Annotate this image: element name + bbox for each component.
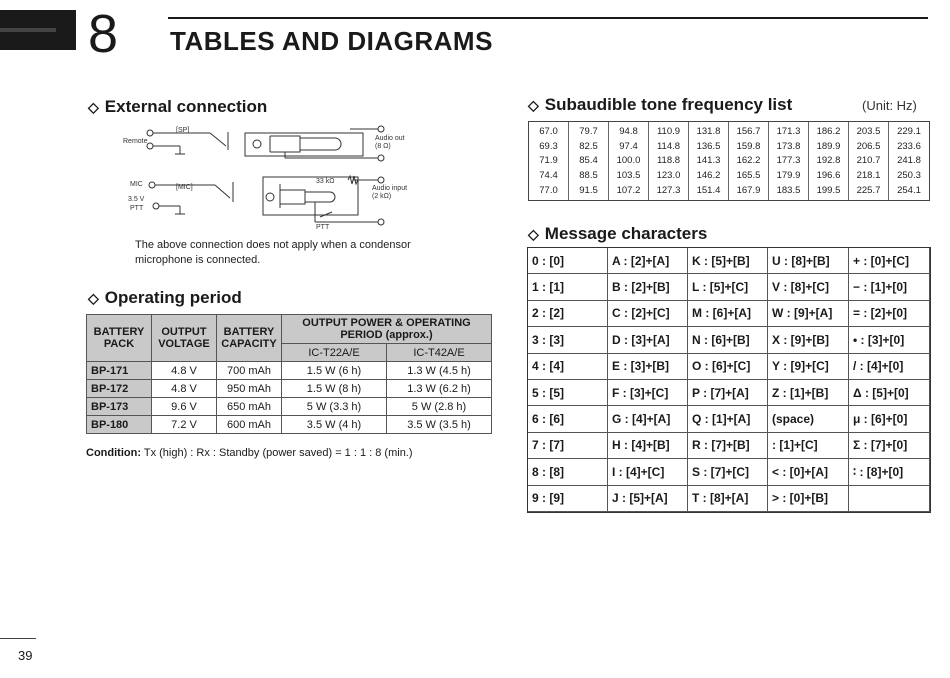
- tone-frequency-table: [528, 121, 930, 201]
- tone-column: [809, 122, 849, 200]
- tone-value: 107.2: [616, 185, 641, 197]
- audio-out-label: Audio out: [375, 135, 405, 142]
- tone-value: 91.5: [579, 185, 598, 197]
- tone-value: 241.8: [897, 155, 921, 167]
- message-char-cell: 2 : [2]: [528, 301, 608, 327]
- tone-value: 71.9: [539, 155, 558, 167]
- t42-cell: 3.5 W (3.5 h): [387, 416, 492, 434]
- capacity-cell: 600 mAh: [217, 416, 282, 434]
- message-characters-table: [527, 247, 931, 513]
- tone-value: 82.5: [579, 140, 598, 152]
- tone-value: 159.8: [736, 140, 761, 152]
- message-char-cell: R : [7]+[B]: [688, 433, 768, 459]
- t42-cell: 1.3 W (6.2 h): [387, 380, 492, 398]
- speaker-connection-diagram: [120, 124, 420, 174]
- capacity-cell: 950 mAh: [217, 380, 282, 398]
- ptt-switch-label: PTT: [316, 224, 330, 231]
- operating-period-heading: ◇ Operating period: [88, 288, 242, 307]
- t22-cell: 1.5 W (8 h): [282, 380, 387, 398]
- tone-column: [689, 122, 729, 200]
- message-char-cell: + : [0]+[C]: [849, 248, 930, 274]
- message-char-cell: < : [0]+[A]: [768, 459, 849, 485]
- col-ic-t42: IC-T42A/E: [387, 344, 492, 362]
- connection-note: The above connection does not apply when a condensor microphone is connected.: [135, 239, 411, 266]
- tone-column: [889, 122, 929, 200]
- voltage-cell: 4.8 V: [152, 362, 217, 380]
- table-row: [87, 416, 492, 434]
- message-char-cell: M : [6]+[A]: [688, 301, 768, 327]
- tone-value: 118.8: [656, 155, 681, 167]
- message-char-cell: Z : [1]+[B]: [768, 380, 849, 406]
- tone-value: 77.0: [539, 185, 558, 197]
- tone-value: 165.5: [736, 170, 761, 182]
- diamond-icon: ◇: [88, 290, 99, 306]
- tone-value: 156.7: [736, 125, 761, 137]
- message-char-cell: 4 : [4]: [528, 354, 608, 380]
- voltage-label: 3.5 V: [128, 196, 145, 203]
- message-char-cell: U : [8]+[B]: [768, 248, 849, 274]
- message-char-cell: F : [3]+[C]: [608, 380, 688, 406]
- col-output-voltage: OUTPUT VOLTAGE: [152, 315, 217, 362]
- tone-value: 67.0: [539, 125, 558, 137]
- message-char-cell: X : [9]+[B]: [768, 327, 849, 353]
- chapter-title: TABLES AND DIAGRAMS: [170, 26, 493, 56]
- message-char-cell: Q : [1]+[A]: [688, 406, 768, 432]
- message-char-cell: V : [8]+[C]: [768, 274, 849, 300]
- col-battery-pack: BATTERY PACK: [87, 315, 152, 362]
- tone-value: 225.7: [856, 185, 881, 197]
- message-char-cell: μ : [6]+[0]: [849, 406, 930, 432]
- message-char-cell: 7 : [7]: [528, 433, 608, 459]
- message-char-cell: T : [8]+[A]: [688, 486, 768, 512]
- col-output-power: OUTPUT POWER & OPERATING PERIOD (approx.): [282, 315, 492, 344]
- tone-value: 203.5: [856, 125, 881, 137]
- battery-pack-cell: BP-171: [87, 362, 152, 380]
- table-row: [87, 398, 492, 416]
- tone-value: 136.5: [696, 140, 721, 152]
- diamond-icon: ◇: [528, 226, 539, 242]
- tone-value: 218.1: [856, 170, 881, 182]
- tone-value: 123.0: [656, 170, 681, 182]
- table-row: [87, 362, 492, 380]
- message-char-cell: H : [4]+[B]: [608, 433, 688, 459]
- message-characters-heading: ◇ Message characters: [528, 224, 708, 243]
- tone-value: 85.4: [579, 155, 598, 167]
- col-ic-t22: IC-T22A/E: [282, 344, 387, 362]
- t42-cell: 5 W (2.8 h): [387, 398, 492, 416]
- tone-value: 189.9: [816, 140, 841, 152]
- tone-value: 151.4: [696, 185, 721, 197]
- mic-connection-diagram: [120, 172, 420, 232]
- audio-out-impedance: (8 Ω): [375, 143, 391, 150]
- tone-value: 110.9: [656, 125, 681, 137]
- capacity-cell: 700 mAh: [217, 362, 282, 380]
- tone-value: 186.2: [816, 125, 841, 137]
- message-char-cell: S : [7]+[C]: [688, 459, 768, 485]
- message-char-cell: 3 : [3]: [528, 327, 608, 353]
- message-char-cell: W : [9]+[A]: [768, 301, 849, 327]
- message-char-cell: ∶ : [8]+[0]: [849, 459, 930, 485]
- message-char-cell: 5 : [5]: [528, 380, 608, 406]
- message-char-cell: J : [5]+[A]: [608, 486, 688, 512]
- message-char-cell: 1 : [1]: [528, 274, 608, 300]
- subaudible-heading: ◇ Subaudible tone frequency list: [528, 95, 793, 114]
- tone-column: [569, 122, 609, 200]
- tone-value: 250.3: [897, 170, 921, 182]
- table-row: [87, 380, 492, 398]
- tone-value: 131.8: [696, 125, 721, 137]
- tone-column: [609, 122, 649, 200]
- message-char-cell: P : [7]+[A]: [688, 380, 768, 406]
- message-char-cell: 9 : [9]: [528, 486, 608, 512]
- tone-value: 94.8: [619, 125, 638, 137]
- tone-column: [849, 122, 889, 200]
- message-char-cell: Δ : [5]+[0]: [849, 380, 930, 406]
- message-char-cell: G : [4]+[A]: [608, 406, 688, 432]
- message-char-cell: E : [3]+[B]: [608, 354, 688, 380]
- message-char-cell: > : [0]+[B]: [768, 486, 849, 512]
- tone-column: [769, 122, 809, 200]
- diamond-icon: ◇: [528, 97, 539, 113]
- tone-value: 179.9: [776, 170, 801, 182]
- tone-value: 199.5: [816, 185, 841, 197]
- audio-input-label: Audio input: [372, 185, 408, 192]
- ptt-left-label: PTT: [130, 205, 144, 212]
- tone-value: 114.8: [656, 140, 681, 152]
- message-char-cell: • : [3]+[0]: [849, 327, 930, 353]
- mic-box-label: [MIC]: [176, 184, 193, 191]
- capacity-cell: 650 mAh: [217, 398, 282, 416]
- message-char-cell: N : [6]+[B]: [688, 327, 768, 353]
- tone-column: [729, 122, 769, 200]
- tone-value: 141.3: [696, 155, 721, 167]
- voltage-cell: 7.2 V: [152, 416, 217, 434]
- tone-value: 100.0: [616, 155, 641, 167]
- tone-column: [529, 122, 569, 200]
- tone-value: 196.6: [816, 170, 841, 182]
- mic-label: MIC: [130, 181, 143, 188]
- tone-value: 254.1: [897, 185, 921, 197]
- message-char-cell: : [1]+[C]: [768, 433, 849, 459]
- remote-label: Remote: [123, 138, 148, 145]
- message-char-cell: − : [1]+[0]: [849, 274, 930, 300]
- footer-rule: [0, 638, 36, 639]
- message-char-cell: Y : [9]+[C]: [768, 354, 849, 380]
- voltage-cell: 4.8 V: [152, 380, 217, 398]
- operating-period-table: [86, 314, 492, 434]
- message-char-cell: (space): [768, 406, 849, 432]
- tone-value: 79.7: [579, 125, 598, 137]
- tone-value: 162.2: [736, 155, 761, 167]
- tone-value: 173.8: [776, 140, 801, 152]
- tone-value: 127.3: [656, 185, 681, 197]
- tone-value: 103.5: [616, 170, 641, 182]
- t42-cell: 1.3 W (4.5 h): [387, 362, 492, 380]
- tone-value: 206.5: [856, 140, 881, 152]
- tone-value: 183.5: [776, 185, 801, 197]
- tone-value: 233.6: [897, 140, 921, 152]
- message-char-cell: Σ : [7]+[0]: [849, 433, 930, 459]
- chapter-number: 8: [88, 4, 119, 64]
- message-char-cell: C : [2]+[C]: [608, 301, 688, 327]
- message-char-cell: 0 : [0]: [528, 248, 608, 274]
- battery-pack-cell: BP-172: [87, 380, 152, 398]
- t22-cell: 3.5 W (4 h): [282, 416, 387, 434]
- message-char-cell: 6 : [6]: [528, 406, 608, 432]
- message-char-cell: I : [4]+[C]: [608, 459, 688, 485]
- tone-value: 210.7: [856, 155, 881, 167]
- page-number: 39: [18, 648, 33, 663]
- tone-value: 146.2: [696, 170, 721, 182]
- voltage-cell: 9.6 V: [152, 398, 217, 416]
- unit-label: (Unit: Hz): [862, 98, 917, 113]
- tone-value: 97.4: [619, 140, 638, 152]
- message-char-cell: A : [2]+[A]: [608, 248, 688, 274]
- external-connection-heading: ◇ External connection: [88, 97, 268, 116]
- tone-value: 74.4: [539, 170, 558, 182]
- tone-value: 192.8: [816, 155, 841, 167]
- header-rule: [168, 17, 928, 19]
- t22-cell: 5 W (3.3 h): [282, 398, 387, 416]
- battery-pack-cell: BP-173: [87, 398, 152, 416]
- message-char-cell: O : [6]+[C]: [688, 354, 768, 380]
- message-char-cell: B : [2]+[B]: [608, 274, 688, 300]
- tone-value: 229.1: [897, 125, 921, 137]
- tone-value: 69.3: [539, 140, 558, 152]
- message-char-cell: L : [5]+[C]: [688, 274, 768, 300]
- tone-column: [649, 122, 689, 200]
- message-char-cell: = : [2]+[0]: [849, 301, 930, 327]
- diamond-icon: ◇: [88, 99, 99, 115]
- t22-cell: 1.5 W (6 h): [282, 362, 387, 380]
- tone-value: 167.9: [736, 185, 761, 197]
- message-char-cell: K : [5]+[B]: [688, 248, 768, 274]
- battery-pack-cell: BP-180: [87, 416, 152, 434]
- col-battery-capacity: BATTERY CAPACITY: [217, 315, 282, 362]
- condition-text: Condition: Tx (high) : Rx : Standby (power saved) = 1 : 1 : 8 (min.): [86, 447, 413, 459]
- tone-value: 88.5: [579, 170, 598, 182]
- tone-value: 177.3: [776, 155, 801, 167]
- tone-value: 171.3: [776, 125, 801, 137]
- message-char-cell: / : [4]+[0]: [849, 354, 930, 380]
- message-char-cell: D : [3]+[A]: [608, 327, 688, 353]
- resistor-label: 33 kΩ: [316, 178, 335, 185]
- chapter-tab: [0, 10, 76, 50]
- mic-wiring-svg: [120, 172, 420, 232]
- audio-input-impedance: (2 kΩ): [372, 193, 392, 200]
- sp-label: [SP]: [176, 127, 190, 134]
- message-char-cell: [849, 486, 930, 512]
- message-char-cell: 8 : [8]: [528, 459, 608, 485]
